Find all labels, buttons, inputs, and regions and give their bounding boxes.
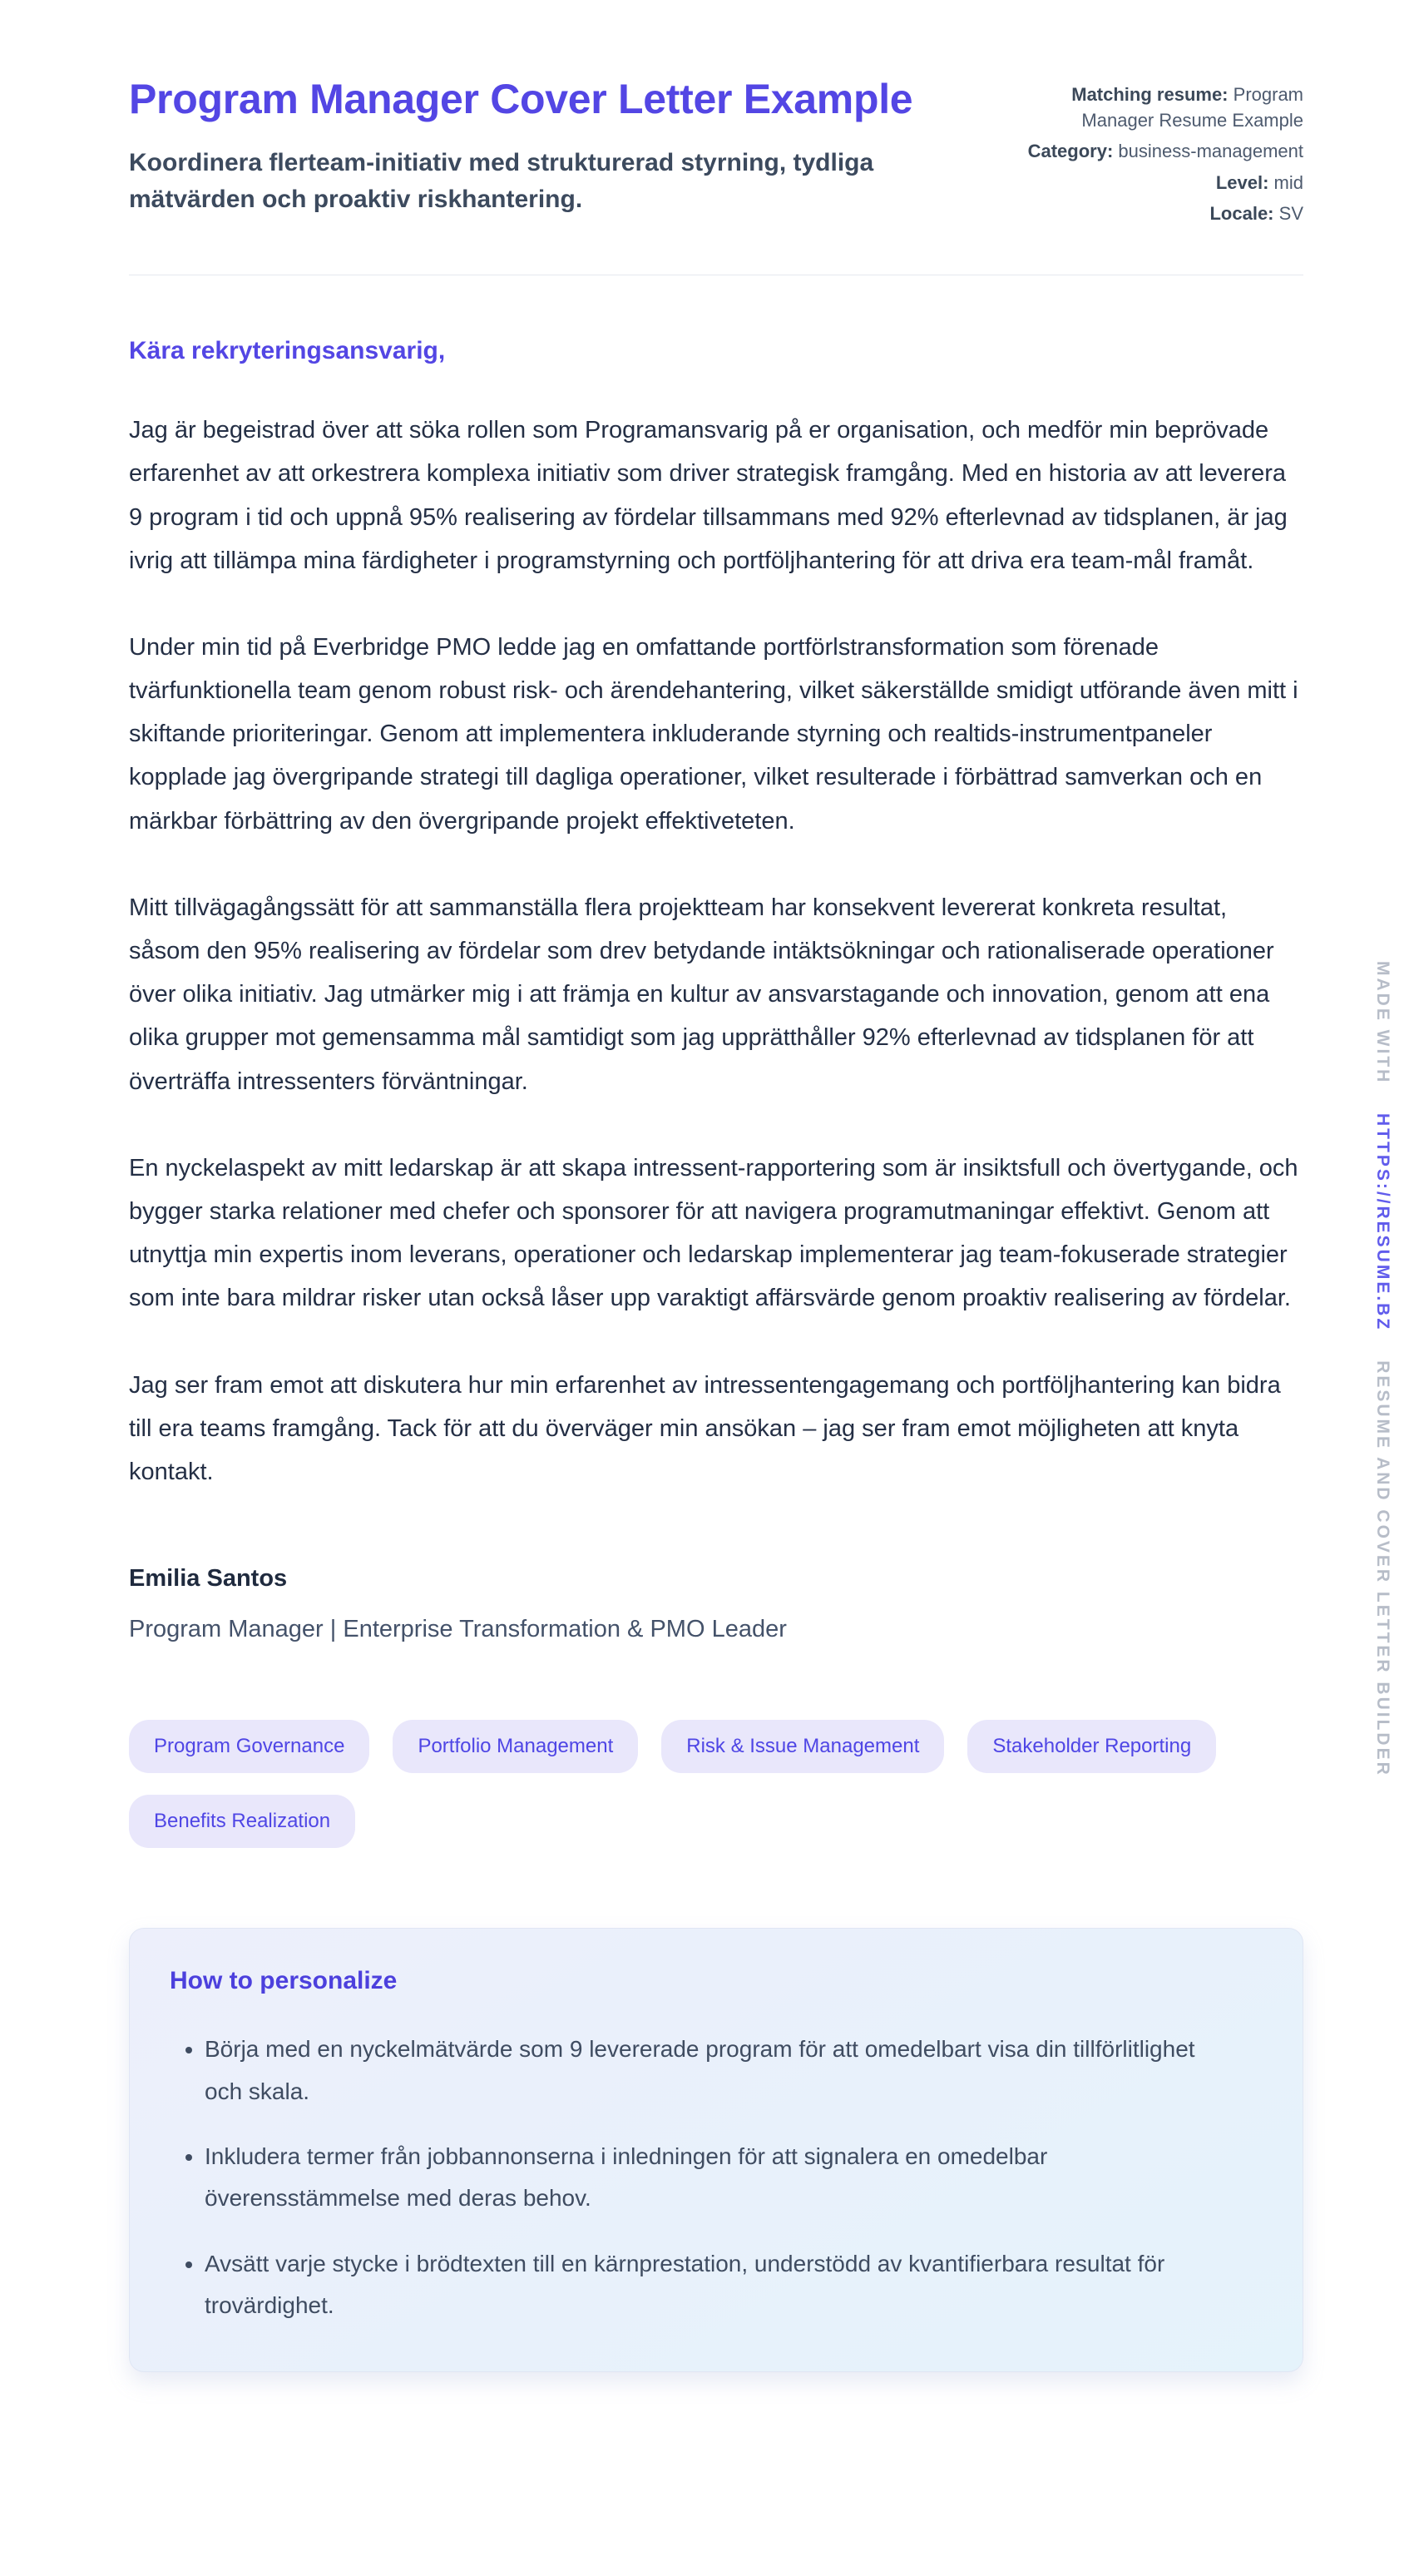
watermark-vertical	[1372, 961, 1392, 1777]
signature-block	[129, 1565, 1303, 1643]
header-title-block	[129, 73, 952, 217]
watermark-made-with: MADE WITH	[1373, 961, 1392, 1085]
personalize-tips-box	[129, 1928, 1303, 2372]
letter-paragraph: Jag är begeistrad över att söka rollen som Programansvarig på er organisation, och medför min beprövade erfarenhet av att orkestrera komplexa initiativ som driver strategisk framgång. Med en historia av att leverera 9 program i tid och uppnå 95% realisering av fördelar tillsammans med 92% efterlevnad av tidsplanen, är jag ivrig att tillämpa mina färdigheter i programstyrning och portföljhantering för att driva era team-mål framåt.	[129, 417, 1288, 574]
skill-tags	[129, 1720, 1227, 1848]
tag-chip: Program Governance	[129, 1720, 369, 1773]
meta-value: SV	[1278, 202, 1303, 224]
page-title: Program Manager Cover Letter Example	[129, 76, 913, 122]
letter-greeting: Kära rekryteringsansvarig,	[129, 337, 446, 365]
page-header	[129, 73, 1303, 231]
personalize-bullet: • Börja med en nyckelmätvärde som 9 levererade program för att omedelbart visa din tillförlitlighet och skala.	[205, 2029, 1219, 2113]
letter-paragraph: Under min tid på Everbridge PMO ledde jag en omfattande portförlstransformation som förenade tvärfunktionella team genom robust risk- och ärendehantering, vilket säkerställde smidigt utförande även mitt i skiftande prioriteringar. Genom att implementera inkluderande styrning och realtids-instrumentpaneler kopplade jag övergripande strategi till dagliga operationer, vilket resulterade i förbättrad samverkan och en märkbar förbättring av den övergripande projekt effektiveteten.	[129, 633, 1298, 835]
resume-meta-block	[1007, 73, 1303, 231]
letter-paragraph: Jag ser fram emot att diskutera hur min erfarenhet av intressentengagemang och portföljhantering kan bidra till era teams framgång. Tack för att du överväger min ansökan – jag ser fram emot möjligheten att knyta kontakt.	[129, 1371, 1281, 1485]
meta-locale	[1007, 201, 1303, 226]
watermark-resume-bz-link[interactable]: HTTPS://RESUME.BZ	[1373, 1113, 1392, 1332]
letter-paragraph: Mitt tillvägagångssätt för att sammanställa flera projektteam har konsekvent levererat konkreta resultat, såsom den 95% realisering av fördelar som drev betydande intäktsökningar och rationaliserade operationer över olika initiativ. Jag utmärker mig i att främja en kultur av ansvarstagande och innovation, genom att ena olika grupper mot gemensamma mål samtidigt som jag upprätthåller 92% efterlevnad av tidsplanen för att överträffa intressenters förväntningar.	[129, 894, 1274, 1095]
meta-category	[1007, 138, 1303, 164]
meta-value: mid	[1273, 171, 1303, 193]
meta-label: Locale:	[1209, 202, 1274, 224]
meta-label: Level:	[1215, 171, 1269, 193]
letter-paragraph: En nyckelaspekt av mitt ledarskap är att skapa intressent-rapportering som är insiktsfull och övertygande, och bygger starka relationer med chefer och sponsorer för att navigera programutmaningar effektivt. Genom att utnyttja min expertis inom leverans, operationer och ledarskap implementerar jag team-fokuserade strategier som inte bara mildrar risker utan också låser upp varaktigt affärsvärde genom proaktiv realisering av fördelar.	[129, 1154, 1298, 1312]
meta-label: Category:	[1027, 141, 1114, 162]
meta-value: Program Manager Resume Example	[1081, 84, 1303, 131]
tag-chip: Benefits Realization	[129, 1795, 355, 1848]
page-subtitle: Koordinera flerteam-initiativ med strukturerad styrning, tydliga mätvärden och proaktiv riskhantering.	[129, 149, 874, 213]
personalize-title: How to personalize	[170, 1967, 398, 1995]
tag-chip: Portfolio Management	[393, 1720, 638, 1773]
meta-value: business-management	[1118, 141, 1303, 162]
signature-role: Program Manager | Enterprise Transformation & PMO Leader	[129, 1616, 787, 1643]
personalize-list	[170, 2029, 1261, 2326]
meta-label: Matching resume:	[1071, 84, 1229, 105]
watermark-builder-text: RESUME AND COVER LETTER BUILDER	[1373, 1360, 1392, 1777]
personalize-bullet: • Avsätt varje stycke i brödtexten till en kärnprestation, understödd av kvantifierbara resultat för trovärdighet.	[205, 2243, 1219, 2327]
tag-chip: Stakeholder Reporting	[967, 1720, 1216, 1773]
personalize-bullet: • Inkludera termer från jobbannonserna i inledningen för att signalera en omedelbar överensstämmelse med deras behov.	[205, 2136, 1219, 2220]
meta-matching-resume	[1007, 82, 1303, 133]
letter-body	[129, 337, 1303, 1643]
tag-chip: Risk & Issue Management	[661, 1720, 944, 1773]
signature-name: Emilia Santos	[129, 1565, 288, 1593]
meta-level	[1007, 170, 1303, 196]
